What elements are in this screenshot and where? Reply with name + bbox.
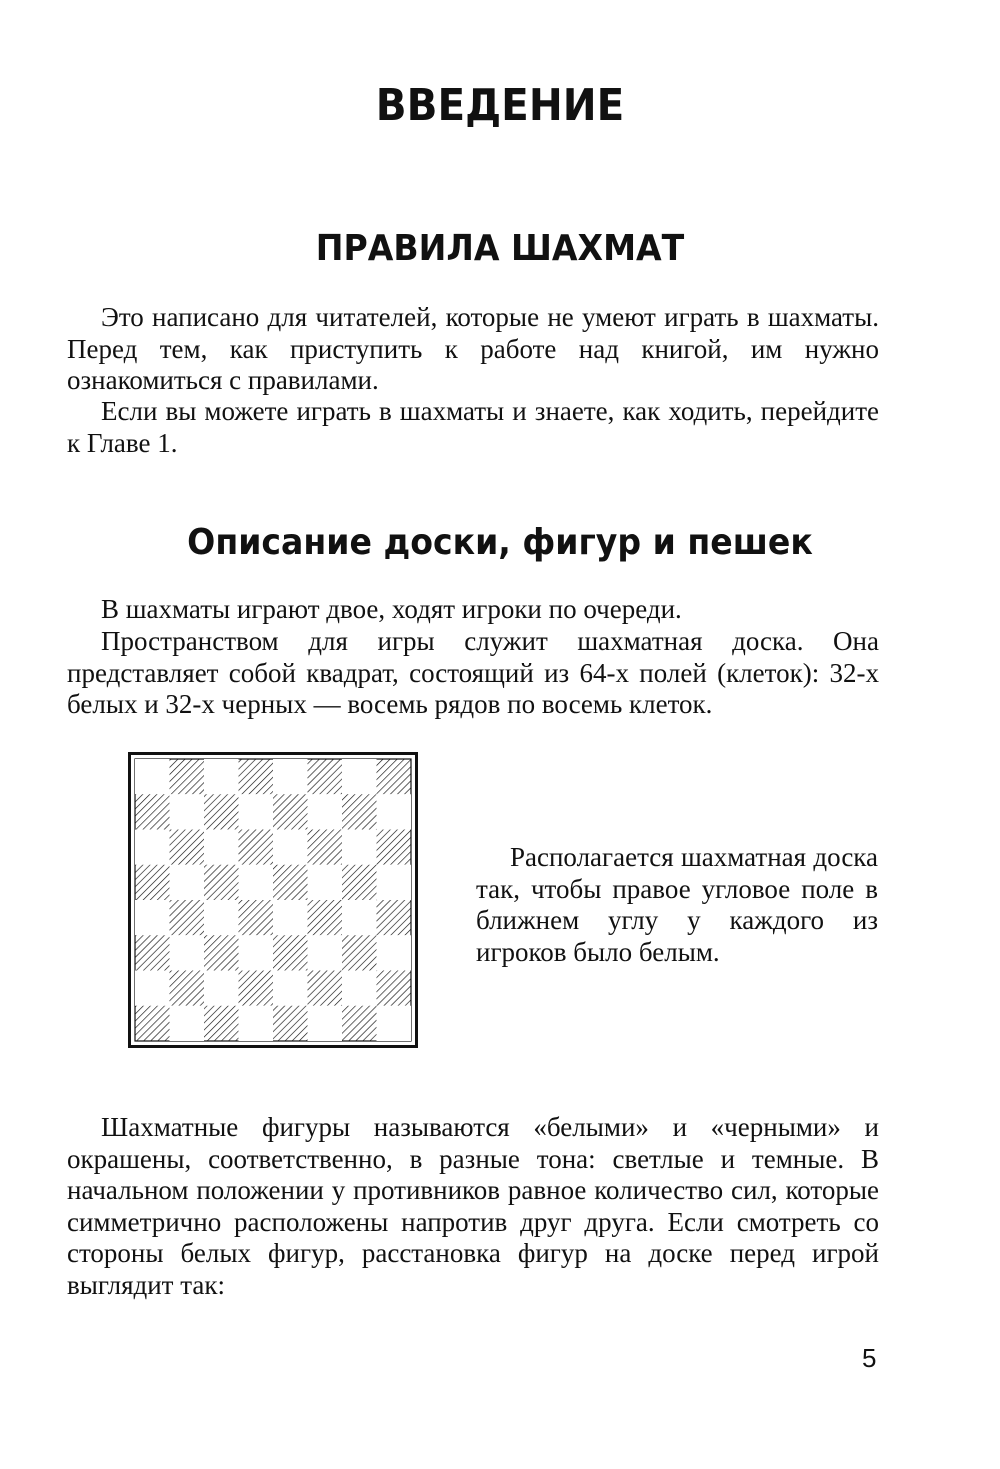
dark-square <box>308 971 343 1006</box>
paragraph-board-placement: Располагается шахматная доска так, чтобы правое угловое поле в ближнем углу у каждого из игроков было белым. <box>476 842 878 967</box>
light-square <box>135 830 170 865</box>
chapter-title: ВВЕДЕНИЕ <box>375 80 625 131</box>
light-square <box>239 935 274 970</box>
page-number: 5 <box>862 1343 877 1373</box>
board-squares <box>135 759 411 1041</box>
chessboard-svg <box>128 752 418 1048</box>
light-square <box>273 971 308 1006</box>
light-square <box>308 935 343 970</box>
paragraph-pieces: Шахматные фигуры называются «белыми» и «черными» и окрашены, соответственно, в разные тона: светлые и темные. В начальном положении у противников равное количество сил, которые симметрично расположены напротив друг друга. Если смотреть со стороны белых фигур, расстановка фигур на доске перед игрой выглядит так: <box>67 1112 879 1300</box>
light-square <box>377 935 412 970</box>
dark-square <box>135 865 170 900</box>
dark-square <box>204 1006 239 1041</box>
light-square <box>135 900 170 935</box>
dark-square <box>273 865 308 900</box>
subsection-title-board: Описание доски, фигур и пешек <box>187 522 813 563</box>
dark-square <box>377 971 412 1006</box>
paragraph-intro-1: Это написано для читателей, которые не умеют играть в шахматы. Перед тем, как приступить к работе над книгой, им нужно ознакомиться с правилами. <box>67 302 879 395</box>
dark-square <box>170 900 205 935</box>
section-title-rules: ПРАВИЛА ШАХМАТ <box>315 228 685 269</box>
light-square <box>239 865 274 900</box>
dark-square <box>308 759 343 794</box>
dark-square <box>239 971 274 1006</box>
dark-square <box>204 865 239 900</box>
light-square <box>377 794 412 829</box>
dark-square <box>273 935 308 970</box>
dark-square <box>204 935 239 970</box>
dark-square <box>308 830 343 865</box>
chessboard-diagram <box>128 752 418 1048</box>
dark-square <box>170 971 205 1006</box>
dark-square <box>204 794 239 829</box>
light-square <box>135 971 170 1006</box>
light-square <box>273 830 308 865</box>
light-square <box>204 830 239 865</box>
light-square <box>170 935 205 970</box>
dark-square <box>135 935 170 970</box>
dark-square <box>135 794 170 829</box>
dark-square <box>377 759 412 794</box>
paragraph-board-2: Пространством для игры служит шахматная доска. Она представляет собой квадрат, состоящий из 64-х полей (клеток): 32-х белых и 32-х черных — восемь рядов по восемь клеток. <box>67 626 879 719</box>
dark-square <box>239 759 274 794</box>
dark-square <box>342 794 377 829</box>
dark-square <box>273 1006 308 1041</box>
light-square <box>342 830 377 865</box>
light-square <box>204 900 239 935</box>
dark-square <box>377 830 412 865</box>
light-square <box>342 900 377 935</box>
dark-square <box>342 1006 377 1041</box>
light-square <box>239 794 274 829</box>
dark-square <box>273 794 308 829</box>
light-square <box>273 900 308 935</box>
light-square <box>308 865 343 900</box>
paragraph-board-1: В шахматы играют двое, ходят игроки по очереди. <box>101 594 682 624</box>
dark-square <box>170 830 205 865</box>
dark-square <box>239 900 274 935</box>
paragraph-intro-2: Если вы можете играть в шахматы и знаете, как ходить, перейдите к Главе 1. <box>67 396 879 458</box>
dark-square <box>377 900 412 935</box>
dark-square <box>342 935 377 970</box>
light-square <box>308 1006 343 1041</box>
dark-square <box>308 900 343 935</box>
light-square <box>273 759 308 794</box>
light-square <box>377 865 412 900</box>
light-square <box>239 1006 274 1041</box>
dark-square <box>342 865 377 900</box>
light-square <box>342 759 377 794</box>
light-square <box>135 759 170 794</box>
light-square <box>308 794 343 829</box>
light-square <box>204 971 239 1006</box>
dark-square <box>170 759 205 794</box>
dark-square <box>135 1006 170 1041</box>
dark-square <box>239 830 274 865</box>
light-square <box>170 794 205 829</box>
light-square <box>170 865 205 900</box>
light-square <box>342 971 377 1006</box>
light-square <box>377 1006 412 1041</box>
light-square <box>204 759 239 794</box>
light-square <box>170 1006 205 1041</box>
